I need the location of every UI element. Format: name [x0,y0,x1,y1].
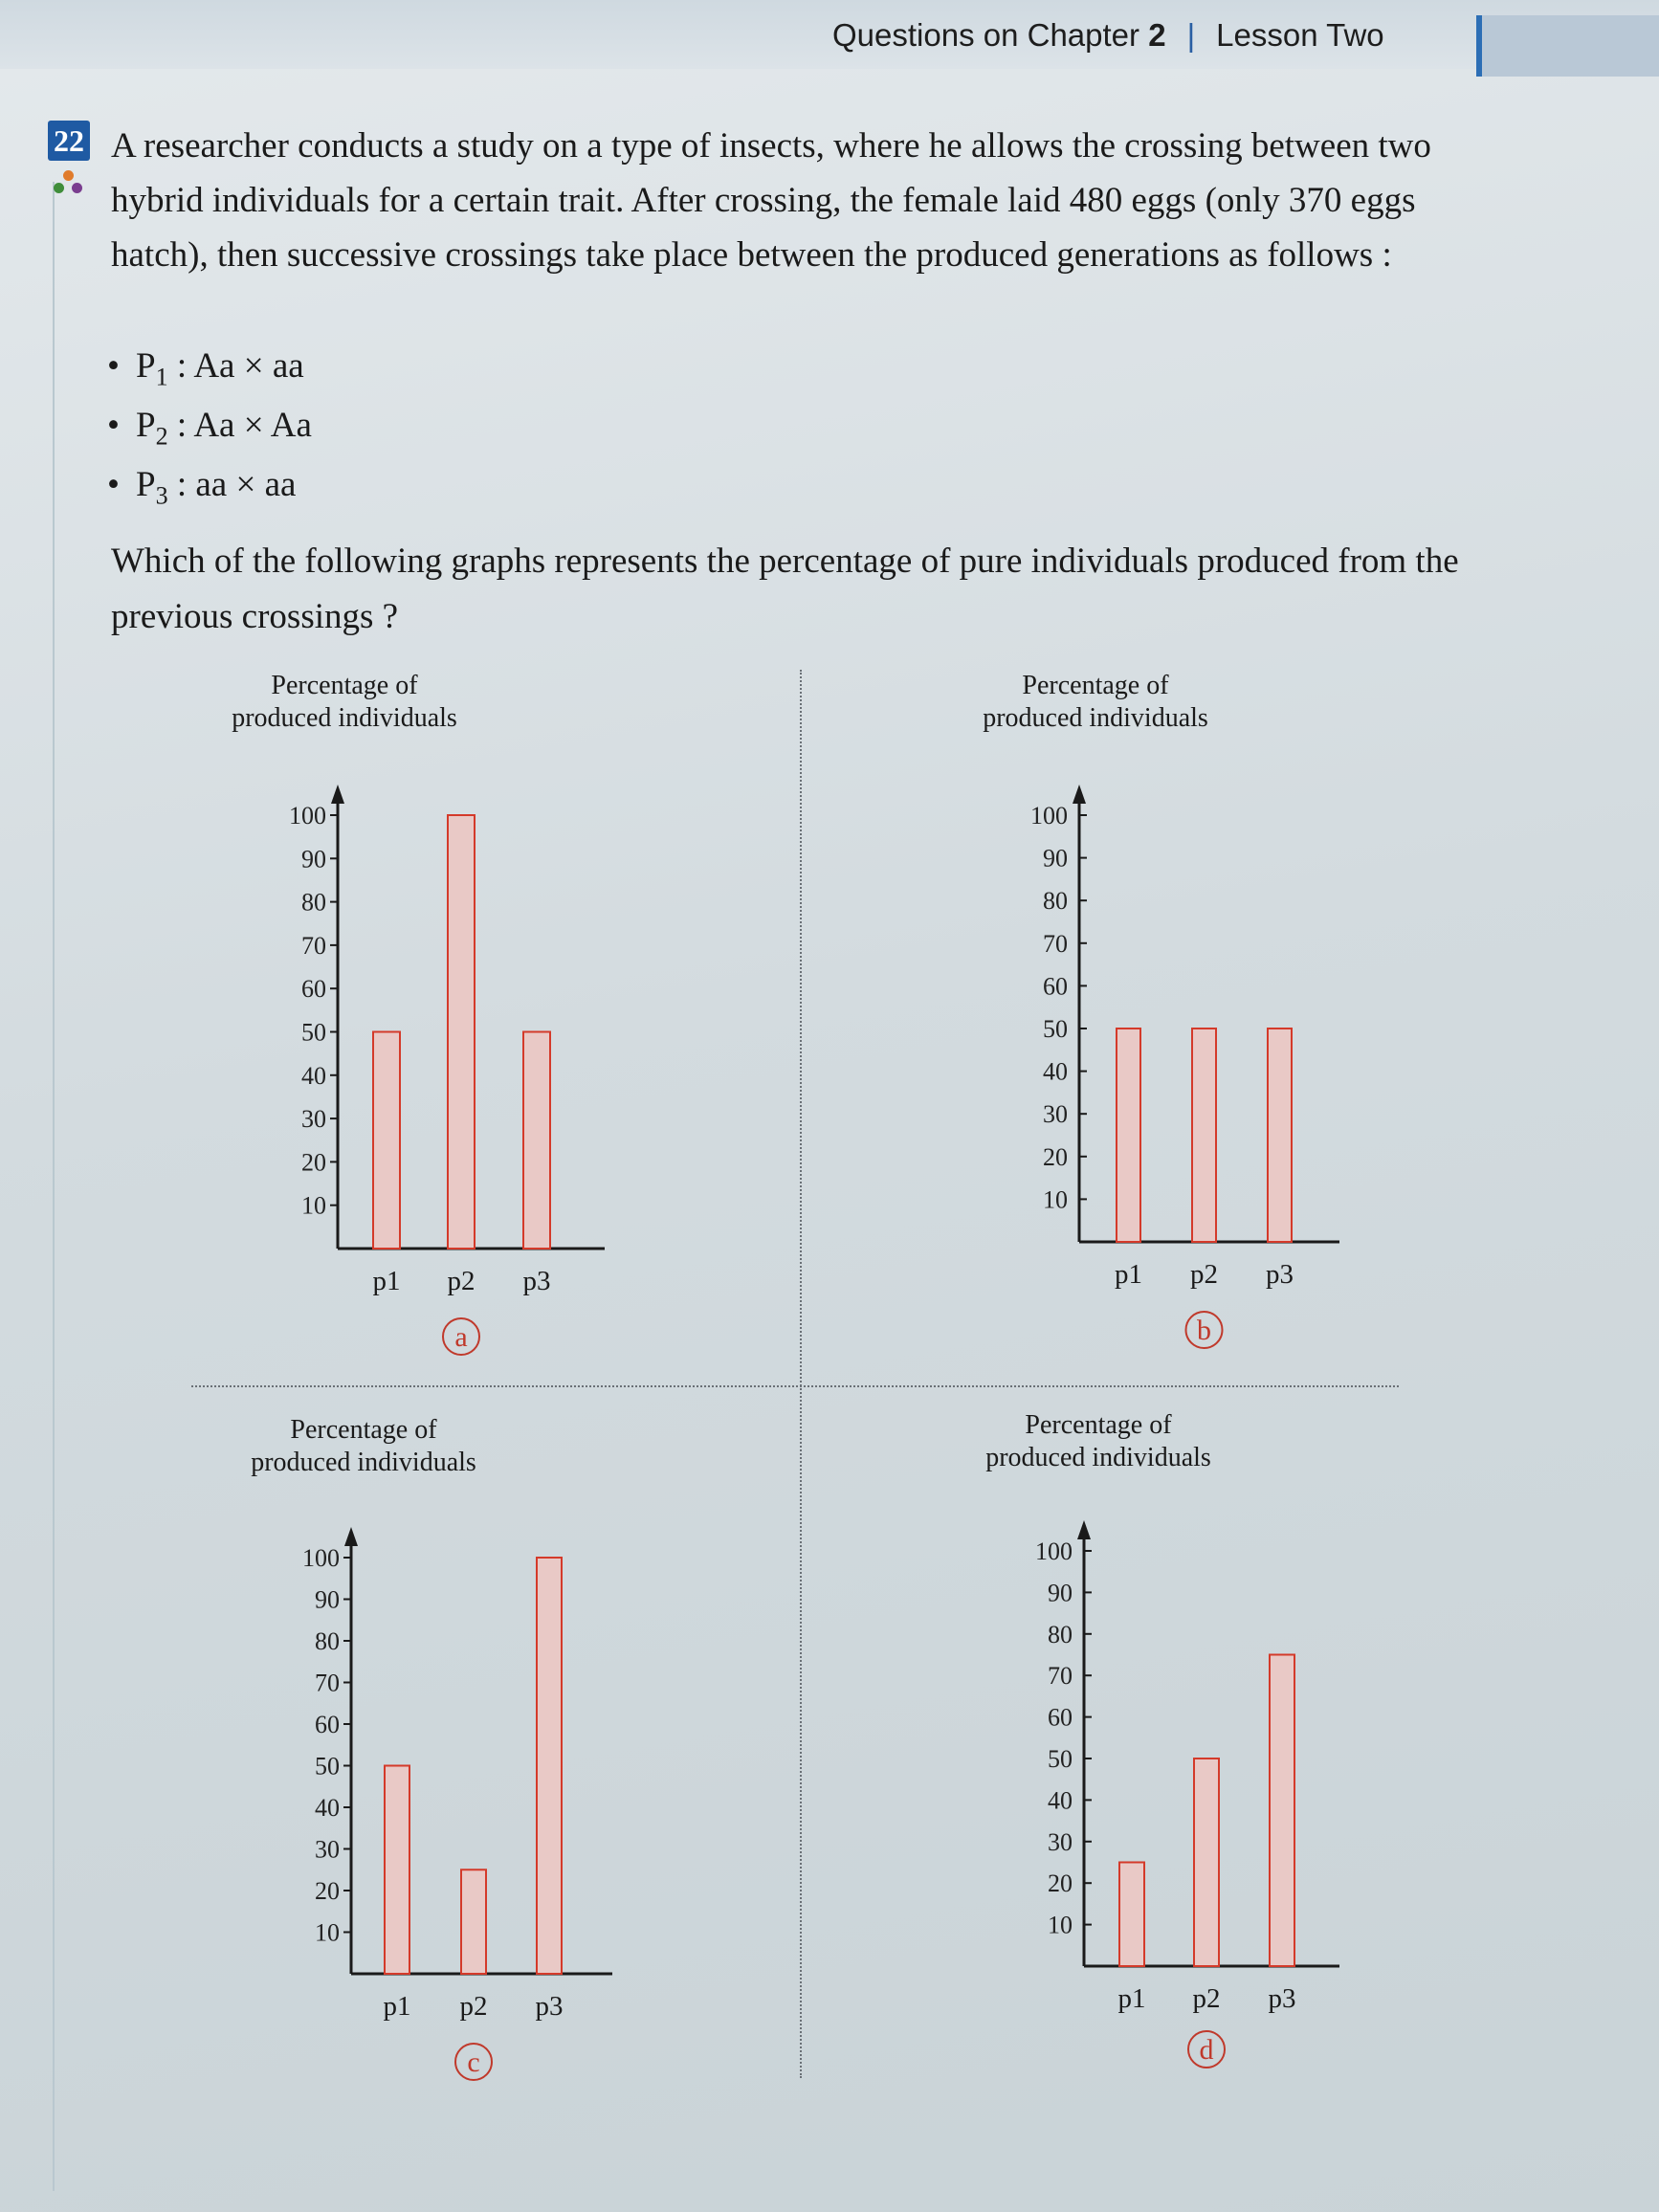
x-tick-label: p2 [1190,1259,1218,1290]
x-tick-label: p2 [1192,1983,1221,2014]
bar-p2 [1194,1759,1219,1966]
y-tick-label: 80 [1048,1620,1073,1648]
x-tick-label: p2 [459,1991,488,2022]
y-tick-label: 60 [1043,972,1068,1001]
y-tick-label: 70 [315,1669,340,1697]
chart-divider-vertical [800,670,802,2078]
y-axis-arrow-icon [331,785,344,804]
y-tick-label: 20 [1048,1869,1073,1898]
chart-title: Percentage of produced individuals [232,671,457,733]
y-tick-label: 40 [301,1061,326,1090]
y-tick-label: 90 [315,1585,340,1614]
option-letter: c [467,2046,480,2078]
x-tick-label: p3 [535,1991,564,2022]
y-tick-label: 10 [1048,1911,1073,1939]
chart-c-plot [201,1414,737,2103]
y-tick-label: 90 [1048,1579,1073,1607]
chart-option-b[interactable] [933,670,1469,1359]
y-tick-label: 50 [1043,1015,1068,1043]
y-tick-label: 100 [1030,802,1068,830]
y-tick-label: 60 [1048,1703,1073,1732]
bar-p3 [1270,1655,1294,1967]
x-tick-label: p3 [522,1266,551,1296]
y-tick-label: 70 [1043,929,1068,958]
question-number: 22 [48,121,90,161]
chart-option-d[interactable] [936,1409,1471,2098]
difficulty-dots-icon [54,170,84,199]
y-tick-label: 70 [1048,1662,1073,1691]
header-prefix: Questions on Chapter [832,17,1140,53]
x-tick-label: p1 [1117,1983,1146,2014]
chart-option-a[interactable] [182,670,718,1359]
option-letter: a [454,1321,468,1353]
y-tick-label: 20 [315,1877,340,1905]
y-tick-label: 10 [301,1191,326,1220]
y-axis-arrow-icon [1077,1520,1091,1539]
chart-title: Percentage of produced individuals [985,1410,1211,1472]
bar-p2 [448,815,475,1249]
bar-p3 [1268,1029,1292,1242]
y-tick-label: 50 [301,1018,326,1047]
option-letter: b [1197,1315,1211,1346]
chart-d-plot [936,1409,1471,2098]
y-tick-label: 60 [315,1711,340,1738]
cross-item-p1: • $P_1$ : Aa × aa [107,346,304,391]
y-tick-label: 90 [301,845,326,874]
y-tick-label: 40 [315,1794,340,1822]
y-tick-label: 100 [302,1544,340,1572]
header-tab [1476,15,1659,77]
y-tick-label: 100 [289,802,326,830]
y-tick-label: 100 [1035,1537,1073,1565]
chart-divider-horizontal [191,1385,1399,1387]
y-tick-label: 10 [1043,1185,1068,1214]
question-text: A researcher conducts a study on a type of insects, where he allows the crossing between two hybrid individuals for a certain trait. After crossing, the female laid 480 eggs (only 370 eggs hatch), then successive crossings take place between the produced generations as follows : [111,126,1431,275]
margin-rule [53,182,55,2191]
cross-item-p2: • $P_2$ : Aa × Aa [107,406,312,451]
chart-title: Percentage of produced individuals [983,671,1208,733]
bar-p1 [385,1766,409,1975]
y-axis-arrow-icon [1073,785,1086,804]
y-tick-label: 20 [1043,1142,1068,1171]
question-prompt: Which of the following graphs represents the percentage of pure individuals produced from the previous crossings ? [111,542,1459,636]
y-tick-label: 80 [315,1627,340,1655]
x-tick-label: p3 [1268,1983,1296,2014]
option-letter: d [1199,2034,1214,2066]
bar-p1 [1117,1029,1140,1242]
y-tick-label: 80 [301,888,326,917]
y-axis-arrow-icon [344,1527,358,1546]
y-tick-label: 80 [1043,887,1068,916]
y-tick-label: 90 [1043,844,1068,873]
chart-a-plot [182,670,718,1359]
chart-title: Percentage of produced individuals [251,1415,476,1477]
chart-b-plot [933,670,1469,1359]
header-separator: | [1186,17,1196,53]
y-tick-label: 60 [301,975,326,1004]
y-tick-label: 50 [1048,1745,1073,1773]
x-tick-label: p2 [447,1266,476,1296]
x-tick-label: p1 [383,1991,411,2022]
chart-option-c[interactable] [201,1414,737,2103]
bar-p3 [537,1558,562,1974]
y-tick-label: 70 [301,931,326,960]
bar-p3 [523,1032,550,1250]
y-tick-label: 20 [301,1148,326,1177]
bar-p1 [373,1032,400,1250]
y-tick-label: 50 [315,1752,340,1781]
header-chapter-number: 2 [1148,17,1166,53]
x-tick-label: p1 [1115,1259,1142,1290]
y-tick-label: 10 [315,1918,340,1947]
x-tick-label: p1 [372,1266,401,1296]
crosses-list [107,337,312,515]
y-tick-label: 30 [1048,1827,1073,1856]
bar-p2 [461,1869,486,1974]
cross-item-p3: • $P_3$ : aa × aa [107,465,297,510]
y-tick-label: 30 [315,1835,340,1864]
y-tick-label: 30 [1043,1100,1068,1129]
x-tick-label: p3 [1266,1259,1294,1290]
header-title [832,17,1384,54]
page-header [0,0,1659,69]
y-tick-label: 40 [1043,1057,1068,1086]
bar-p2 [1192,1029,1216,1242]
y-tick-label: 40 [1048,1786,1073,1815]
bar-p1 [1119,1863,1144,1967]
y-tick-label: 30 [301,1105,326,1134]
header-lesson: Lesson Two [1216,17,1384,53]
